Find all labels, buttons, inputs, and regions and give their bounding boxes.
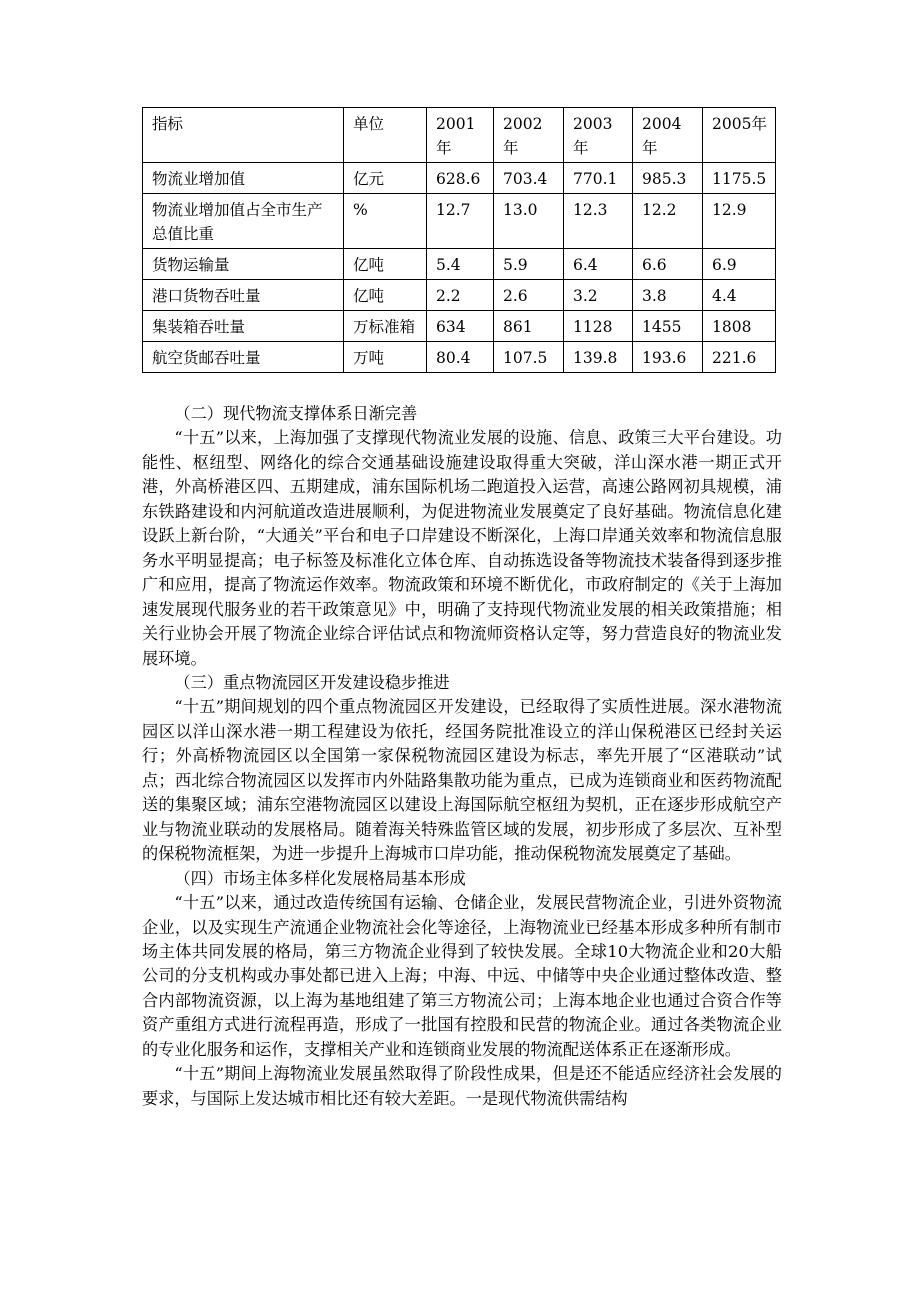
section-heading-2: （二）现代物流支撑体系日渐完善: [174, 404, 418, 423]
table-cell: 12.2: [633, 194, 703, 249]
table-row: [143, 249, 776, 280]
table-cell: 6.9: [703, 249, 776, 280]
table-cell: 107.5: [494, 342, 564, 373]
header-cell: 2005年: [703, 108, 776, 163]
table-cell: 5.4: [427, 249, 494, 280]
table-cell: 770.1: [564, 163, 633, 194]
table-cell: 亿元: [344, 163, 427, 194]
table-cell: 1175.5: [703, 163, 776, 194]
table-cell: 12.9: [703, 194, 776, 249]
section-heading-3: （三）重点物流园区开发建设稳步推进: [174, 672, 450, 692]
table-cell: 3.8: [633, 280, 703, 311]
table-cell: 1455: [633, 311, 703, 342]
table-header-row: [143, 108, 776, 163]
table-cell: 物流业增加值占全市生产总值比重: [143, 194, 344, 249]
table-cell: 861: [494, 311, 564, 342]
table-cell: 2.6: [494, 280, 564, 311]
table-cell: 13.0: [494, 194, 564, 249]
header-cell: 2004年: [633, 108, 703, 163]
table-cell: 航空货邮吞吐量: [143, 342, 344, 373]
table-row: [143, 194, 776, 249]
table-cell: 628.6: [427, 163, 494, 194]
table-cell: 物流业增加值: [143, 163, 344, 194]
table-cell: 亿吨: [344, 280, 427, 311]
table-cell: 12.7: [427, 194, 494, 249]
logistics-stats-table: [142, 107, 776, 373]
table-cell: 4.4: [703, 280, 776, 311]
table-cell: 985.3: [633, 163, 703, 194]
table-cell: 634: [427, 311, 494, 342]
paragraph: “十五”期间上海物流业发展虽然取得了阶段性成果，但是还不能适应经济社会发展的要求，与国际上发达城市相比还有较大差距。一是现代物流供需结构: [142, 1064, 782, 1108]
table-cell: 6.4: [564, 249, 633, 280]
section-heading-4: （四）市场主体多样化发展格局基本形成: [174, 868, 466, 888]
table-cell: 703.4: [494, 163, 564, 194]
body-text: [142, 402, 782, 1111]
table-cell: 亿吨: [344, 249, 427, 280]
table-cell: 221.6: [703, 342, 776, 373]
table-cell: 6.6: [633, 249, 703, 280]
header-cell: 指标: [143, 108, 344, 163]
table-cell: 3.2: [564, 280, 633, 311]
table-cell: 货物运输量: [143, 249, 344, 280]
table-cell: 193.6: [633, 342, 703, 373]
table-row: [143, 163, 776, 194]
table-cell: 万标准箱: [344, 311, 427, 342]
header-cell: 2002年: [494, 108, 564, 163]
table-cell: 1128: [564, 311, 633, 342]
header-cell: 2003年: [564, 108, 633, 163]
table-cell: %: [344, 194, 427, 249]
table-cell: 139.8: [564, 342, 633, 373]
table-cell: 5.9: [494, 249, 564, 280]
table-cell: 港口货物吞吐量: [143, 280, 344, 311]
header-cell: 单位: [344, 108, 427, 163]
paragraph: “十五”期间规划的四个重点物流园区开发建设，已经取得了实质性进展。深水港物流园区以洋山深水港一期工程建设为依托，经国务院批准设立的洋山保税港区已经封关运行；外高桥物流园区以全国第一家保税物流园区建设为标志，率先开展了“区港联动”试点；西北综合物流园区以发挥市内外陆路集散功能为重点，已成为连锁商业和医药物流配送的集聚区域；浦东空港物流园区以建设上海国际航空枢纽为契机，正在逐步形成航空产业与物流业联动的发展格局。随着海关特殊监管区域的发展，初步形成了多层次、互补型的保税物流框架，为进一步提升上海城市口岸功能，推动保税物流发展奠定了基础。: [142, 697, 782, 864]
paragraph: “十五”以来，上海加强了支撑现代物流业发展的设施、信息、政策三大平台建设。功能性、枢纽型、网络化的综合交通基础设施建设取得重大突破，洋山深水港一期正式开港，外高桥港区四、五期建成，浦东国际机场二跑道投入运营，高速公路网初具规模，浦东铁路建设和内河航道改造进展顺利，为促进物流业发展奠定了良好基础。物流信息化建设跃上新台阶，“大通关”平台和电子口岸建设不断深化，上海口岸通关效率和物流信息服务水平明显提高；电子标签及标准化立体仓库、自动拣选设备等物流技术装备得到逐步推广和应用，提高了物流运作效率。物流政策和环境不断优化，市政府制定的《关于上海加速发展现代服务业的若干政策意见》中，明确了支持现代物流业发展的相关政策措施；相关行业协会开展了物流企业综合评估试点和物流师资格认定等，努力营造良好的物流业发展环境。: [142, 428, 782, 668]
table-cell: 80.4: [427, 342, 494, 373]
table-cell: 1808: [703, 311, 776, 342]
table-row: [143, 280, 776, 311]
header-cell: 2001年: [427, 108, 494, 163]
table-row: [143, 311, 776, 342]
table-cell: 万吨: [344, 342, 427, 373]
table-row: [143, 342, 776, 373]
paragraph: “十五”以来，通过改造传统国有运输、仓储企业，发展民营物流企业，引进外资物流企业，以及实现生产流通企业物流社会化等途径，上海物流业已经基本形成多种所有制市场主体共同发展的格局，第三方物流企业得到了较快发展。全球10大物流企业和20大船公司的分支机构或办事处都已进入上海；中海、中远、中储等中央企业通过整体改造、整合内部物流资源，以上海为基地组建了第三方物流公司；上海本地企业也通过合资合作等资产重组方式进行流程再造，形成了一批国有控股和民营的物流企业。通过各类物流企业的专业化服务和运作，支撑相关产业和连锁商业发展的物流配送体系正在逐渐形成。: [142, 893, 782, 1059]
table-cell: 12.3: [564, 194, 633, 249]
table-cell: 2.2: [427, 280, 494, 311]
table-cell: 集装箱吞吐量: [143, 311, 344, 342]
